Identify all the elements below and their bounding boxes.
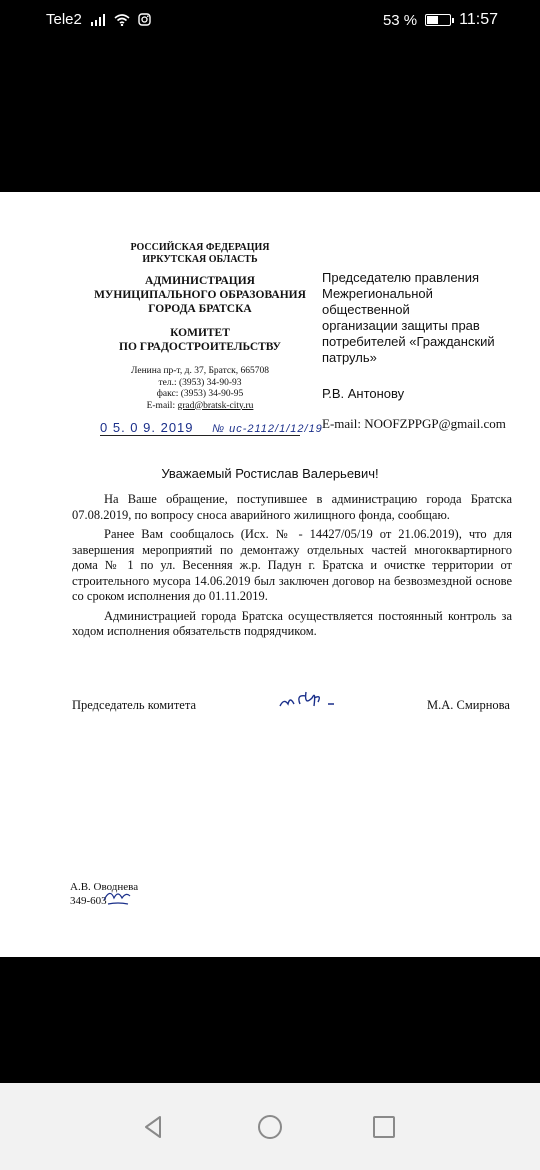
wifi-icon [114, 14, 130, 26]
carrier-label: Tele2 [46, 11, 82, 28]
recents-button[interactable] [366, 1109, 402, 1145]
document-page [0, 192, 540, 957]
paragraph-3: Администрацией города Братска осуществляется постоянный контроль за ходом исполнения обязательств подрядчиком. [72, 608, 512, 638]
recipient-line-3: организации защиты прав [322, 318, 480, 333]
country-line: РОССИЙСКАЯ ФЕДЕРАЦИЯ [130, 242, 270, 253]
org-email: E-mail: grad@bratsk-city.ru [146, 400, 254, 411]
paragraph-2: Ранее Вам сообщалось (Исх. № - 14427/05/19 от 21.06.2019), что для завершения мероприятий по демонтажу отдельных частей многоквартирного дома № 1 по ул. Весенняя ж.р. Падун г. Братска и очистке территории от строительного мусора 14.06.2019 был заключен договор на безвозмездной основе со сроком исполнения до 01.11.2019. [72, 527, 512, 603]
signal-icon [90, 14, 106, 26]
navigation-bar [0, 1083, 540, 1170]
home-button[interactable] [252, 1109, 288, 1145]
org-phone: тел.: (3953) 34-90-93 [158, 377, 242, 388]
battery-icon [425, 14, 451, 26]
recipient-line-5: патруль» [322, 350, 377, 365]
recipient-email: E-mail: NOOFZPPGP@gmail.com [322, 416, 506, 431]
recipient-block [322, 270, 522, 432]
org-address: Ленина пр-т, д. 37, Братск, 665708 [131, 366, 269, 376]
recents-square-icon [366, 1109, 402, 1145]
paragraph-1: На Ваше обращение, поступившее в администрацию города Братска 07.08.2019, по вопросу сноса аварийного жилищного фонда, сообщаю. [72, 492, 512, 522]
signer-position: Председатель комитета [72, 698, 196, 712]
recipient-name: Р.В. Антонову [322, 386, 405, 401]
clock: 11:57 [459, 11, 498, 28]
status-bar [0, 0, 540, 40]
executor-signature [100, 882, 134, 913]
org-fax: факс: (3953) 34-90-95 [156, 389, 244, 399]
back-triangle-icon [136, 1109, 172, 1145]
registration-stamp [100, 420, 323, 435]
executor-name: А.В. Оводнева [70, 881, 139, 893]
signer-name: М.А. Смирнова [427, 698, 510, 712]
stamp-underline [100, 435, 300, 436]
instagram-icon [138, 13, 151, 26]
letter-body [72, 492, 512, 644]
greeting: Уважаемый Ростислав Валерьевич! [161, 466, 379, 481]
org-line-2: МУНИЦИПАЛЬНОГО ОБРАЗОВАНИЯ [94, 289, 306, 301]
dept-line-1: КОМИТЕТ [170, 327, 230, 339]
recipient-line-1: Председателю правления [322, 270, 480, 285]
stamp-number: № ис-2112/1/12/19 [212, 423, 323, 435]
back-button[interactable] [136, 1109, 172, 1145]
letterhead [90, 242, 310, 412]
recipient-line-2: Межрегиональной общественной [322, 286, 433, 317]
home-circle-icon [252, 1109, 288, 1145]
org-line-3: ГОРОДА БРАТСКА [148, 303, 252, 315]
org-line-1: АДМИНИСТРАЦИЯ [145, 275, 255, 287]
battery-percent: 53 % [382, 11, 418, 29]
stamp-date: 0 5. 0 9. 2019 [100, 420, 194, 435]
executor-phone: 349-603 [70, 895, 107, 907]
dept-line-2: ПО ГРАДОСТРОИТЕЛЬСТВУ [119, 341, 281, 353]
region-line: ИРКУТСКАЯ ОБЛАСТЬ [142, 254, 258, 265]
signature-image [278, 686, 358, 717]
recipient-line-4: потребителей «Гражданский [322, 334, 495, 349]
